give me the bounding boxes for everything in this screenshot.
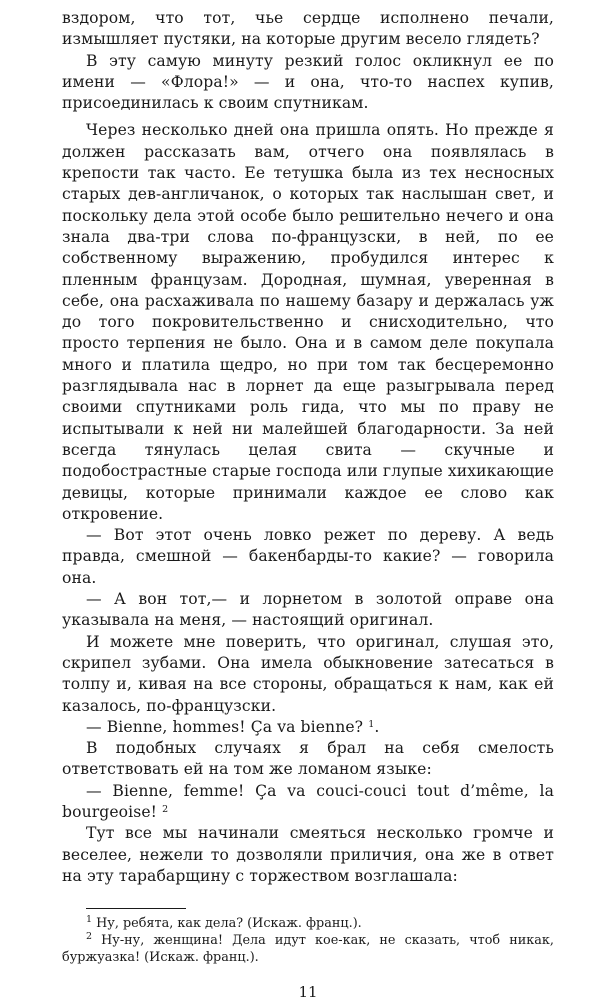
paragraph: вздором, что тот, чье сердце исполнено печали, измышляет пустяки, на которые другим весело глядеть? <box>62 9 554 49</box>
footnote-ref: 1 <box>368 718 375 730</box>
footnote-divider <box>86 908 186 909</box>
paragraph: — А вон тот,— и лорнетом в золотой оправе она указывала на меня, — настоящий оригинал. <box>62 590 554 630</box>
paragraph: Тут все мы начинали смеяться несколько громче и веселее, нежели то дозволяли приличия, она же в ответ на эту тарабарщину с торжеством возглашала: <box>62 824 554 885</box>
footnote-ref: 2 <box>162 803 169 815</box>
page-number: 11 <box>298 983 318 1001</box>
footnotes <box>62 915 554 966</box>
paragraph: И можете мне поверить, что оригинал, слушая это, скрипел зубами. Она имела обыкновение затесаться в толпу и, кивая на все стороны, обращаться к нам, как ей казалось, по-французски. <box>62 632 554 715</box>
main-text <box>62 8 554 887</box>
footnote <box>62 932 554 966</box>
dialogue-text: — Bienne, hommes! Ça va bienne? <box>86 717 364 736</box>
footnote-text: Ну-ну, женщина! Дела идут кое-как, не сказать, чтоб никак, буржуазка! (Искаж. франц.). <box>62 933 554 966</box>
paragraph: — Вот этот очень ловко режет по дереву. А ведь правда, смешной — бакенбарды-то какие? — говорила она. <box>62 526 554 587</box>
paragraph: Через несколько дней она пришла опять. Но прежде я должен рассказать вам, отчего она появлялась в крепости так часто. Ее тетушка была из тех несносных старых дев-англичанок, о которых так наслышан свет, и поскольку дела этой особе было решительно нечего и она знала два-три слова по-французски, в ней, по ее собственному выражению, пробудился интерес к пленным французам. Дородная, шумная, уверенная в себе, она расхаживала по нашему базару и держалась уж до того покровительственно и снисходительно, что просто терпения не было. Она и в самом деле покупала много и платила щедро, но при том так бесцеремонно разглядывала нас в лорнет да еще разыгрывала перед своими спутниками роль гида, что мы по праву не испытывали к ней ни малейшей благодарности. За ней всегда тянулась целая свита — скучные и подобострастные старые господа или глупые хихикающие девицы, которые принимали каждое ее слово как откровение. <box>62 121 554 523</box>
paragraph: В эту самую минуту резкий голос окликнул ее по имени — «Флора!» — и она, что-то наспех купив, присоединилась к своим спутникам. <box>62 51 554 113</box>
footnote <box>62 915 554 932</box>
paragraph <box>62 781 554 824</box>
footnote-text: Ну, ребята, как дела? (Искаж. франц.). <box>96 916 362 932</box>
paragraph: — Bienne, hommes! Ça va bienne? $^1$. <box>86 717 380 736</box>
footnote-mark: 1 <box>86 914 93 926</box>
dialogue-text: — Bienne, femme! Ça va couci-couci tout d’même, la bourgeoise! <box>62 781 554 821</box>
paragraph: В подобных случаях я брал на себя смелость ответствовать ей на том же ломаном языке: <box>62 739 554 779</box>
footnote-mark: 2 <box>86 931 93 943</box>
